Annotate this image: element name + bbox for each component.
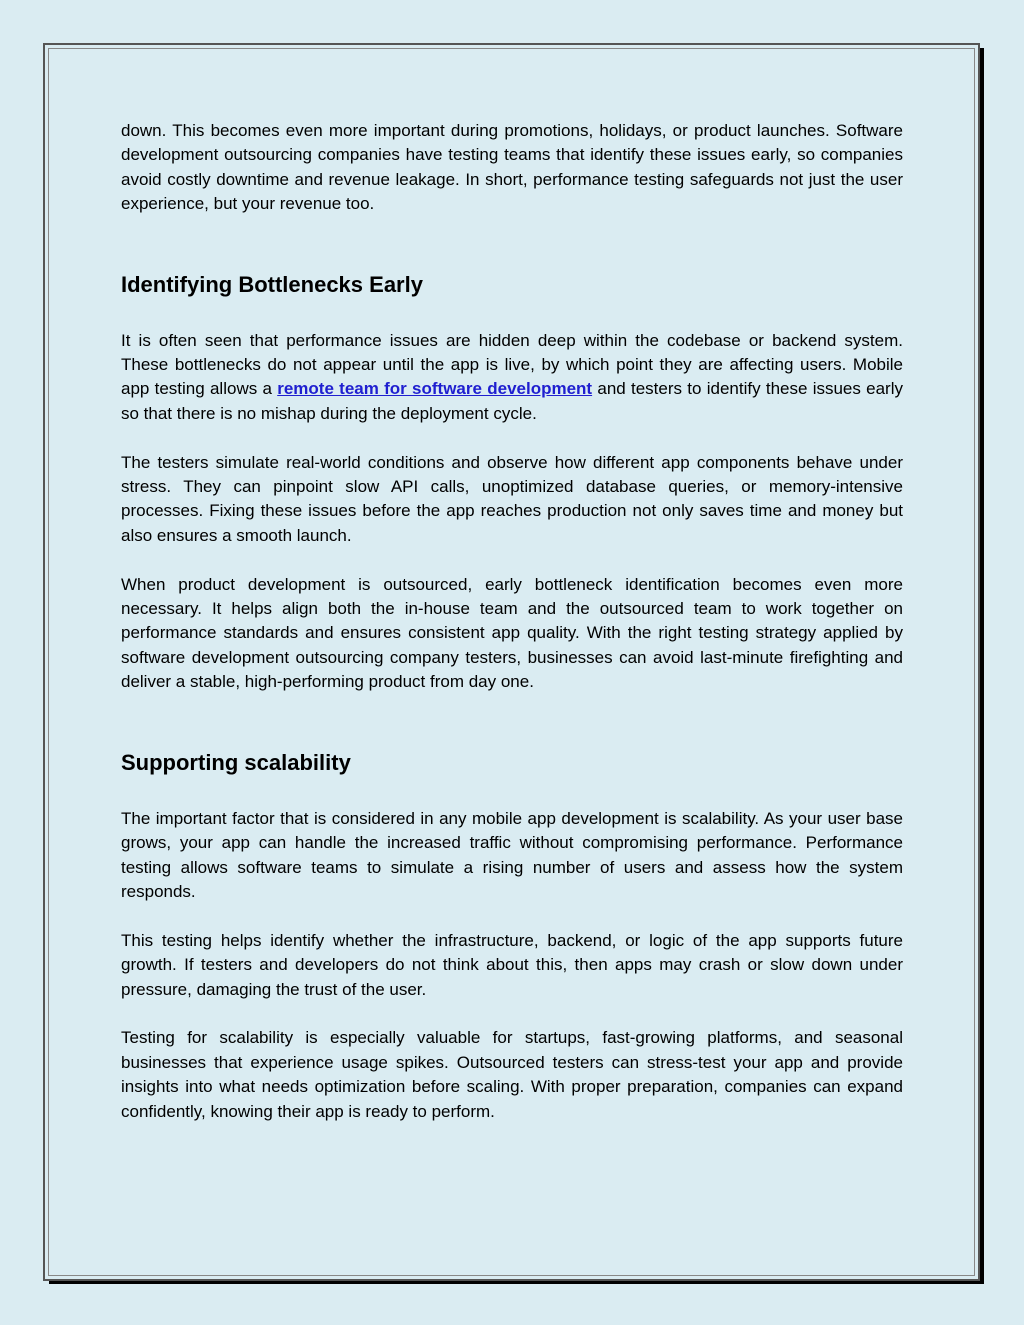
- bottlenecks-paragraph-1: [121, 329, 903, 427]
- scalability-paragraph-3: Testing for scalability is especially valuable for startups, fast-growing platforms, and seasonal businesses that experience usage spikes. Outsourced testers can stress-test your app and provide insights into what needs optimization before scaling. With proper preparation, companies can expand confidently, knowing their app is ready to perform.: [121, 1028, 903, 1121]
- bottlenecks-paragraph-3: When product development is outsourced, early bottleneck identification becomes even more necessary. It helps align both the in-house team and the outsourced team to work together on performance standards and ensures consistent app quality. With the right testing strategy applied by software development outsourcing company testers, businesses can avoid last-minute firefighting and deliver a stable, high-performing product from day one.: [121, 574, 903, 692]
- bottlenecks-paragraph-2: The testers simulate real-world conditions and observe how different app components behave under stress. They can pinpoint slow API calls, unoptimized database queries, or memory-intensive processes. Fixing these issues before the app reaches production not only saves time and money but also ensures a smooth launch.: [121, 452, 903, 545]
- bottlenecks-paragraph-1-text-start: It is often seen that performance issues are hidden deep within the codebase or backend system. These bottlenecks do not appear until the app is live, by which point they are affecting users. Mobile app testing allows a: [121, 330, 903, 399]
- document-body: [121, 119, 903, 1124]
- remote-team-link[interactable]: remote team for software development: [277, 379, 593, 399]
- intro-paragraph: down. This becomes even more important during promotions, holidays, or product launches. Software development outsourcing companies have testing teams that identify these issues early, so companies avoid costly downtime and revenue leakage. In short, performance testing safeguards not just the user experience, but your revenue too.: [121, 121, 903, 214]
- section-heading-bottlenecks: Identifying Bottlenecks Early: [121, 271, 423, 297]
- scalability-paragraph-2: This testing helps identify whether the infrastructure, backend, or logic of the app supports future growth. If testers and developers do not think about this, then apps may crash or slow down under pressure, damaging the trust of the user.: [121, 930, 903, 999]
- scalability-paragraph-1: The important factor that is considered in any mobile app development is scalability. As your user base grows, your app can handle the increased traffic without compromising performance. Performance testing allows software teams to simulate a rising number of users and assess how the system responds.: [121, 808, 903, 901]
- section-heading-scalability: Supporting scalability: [121, 749, 351, 775]
- bottlenecks-paragraph-1-text-end: and testers to identify these issues early so that there is no mishap during the deployment cycle.: [121, 379, 903, 423]
